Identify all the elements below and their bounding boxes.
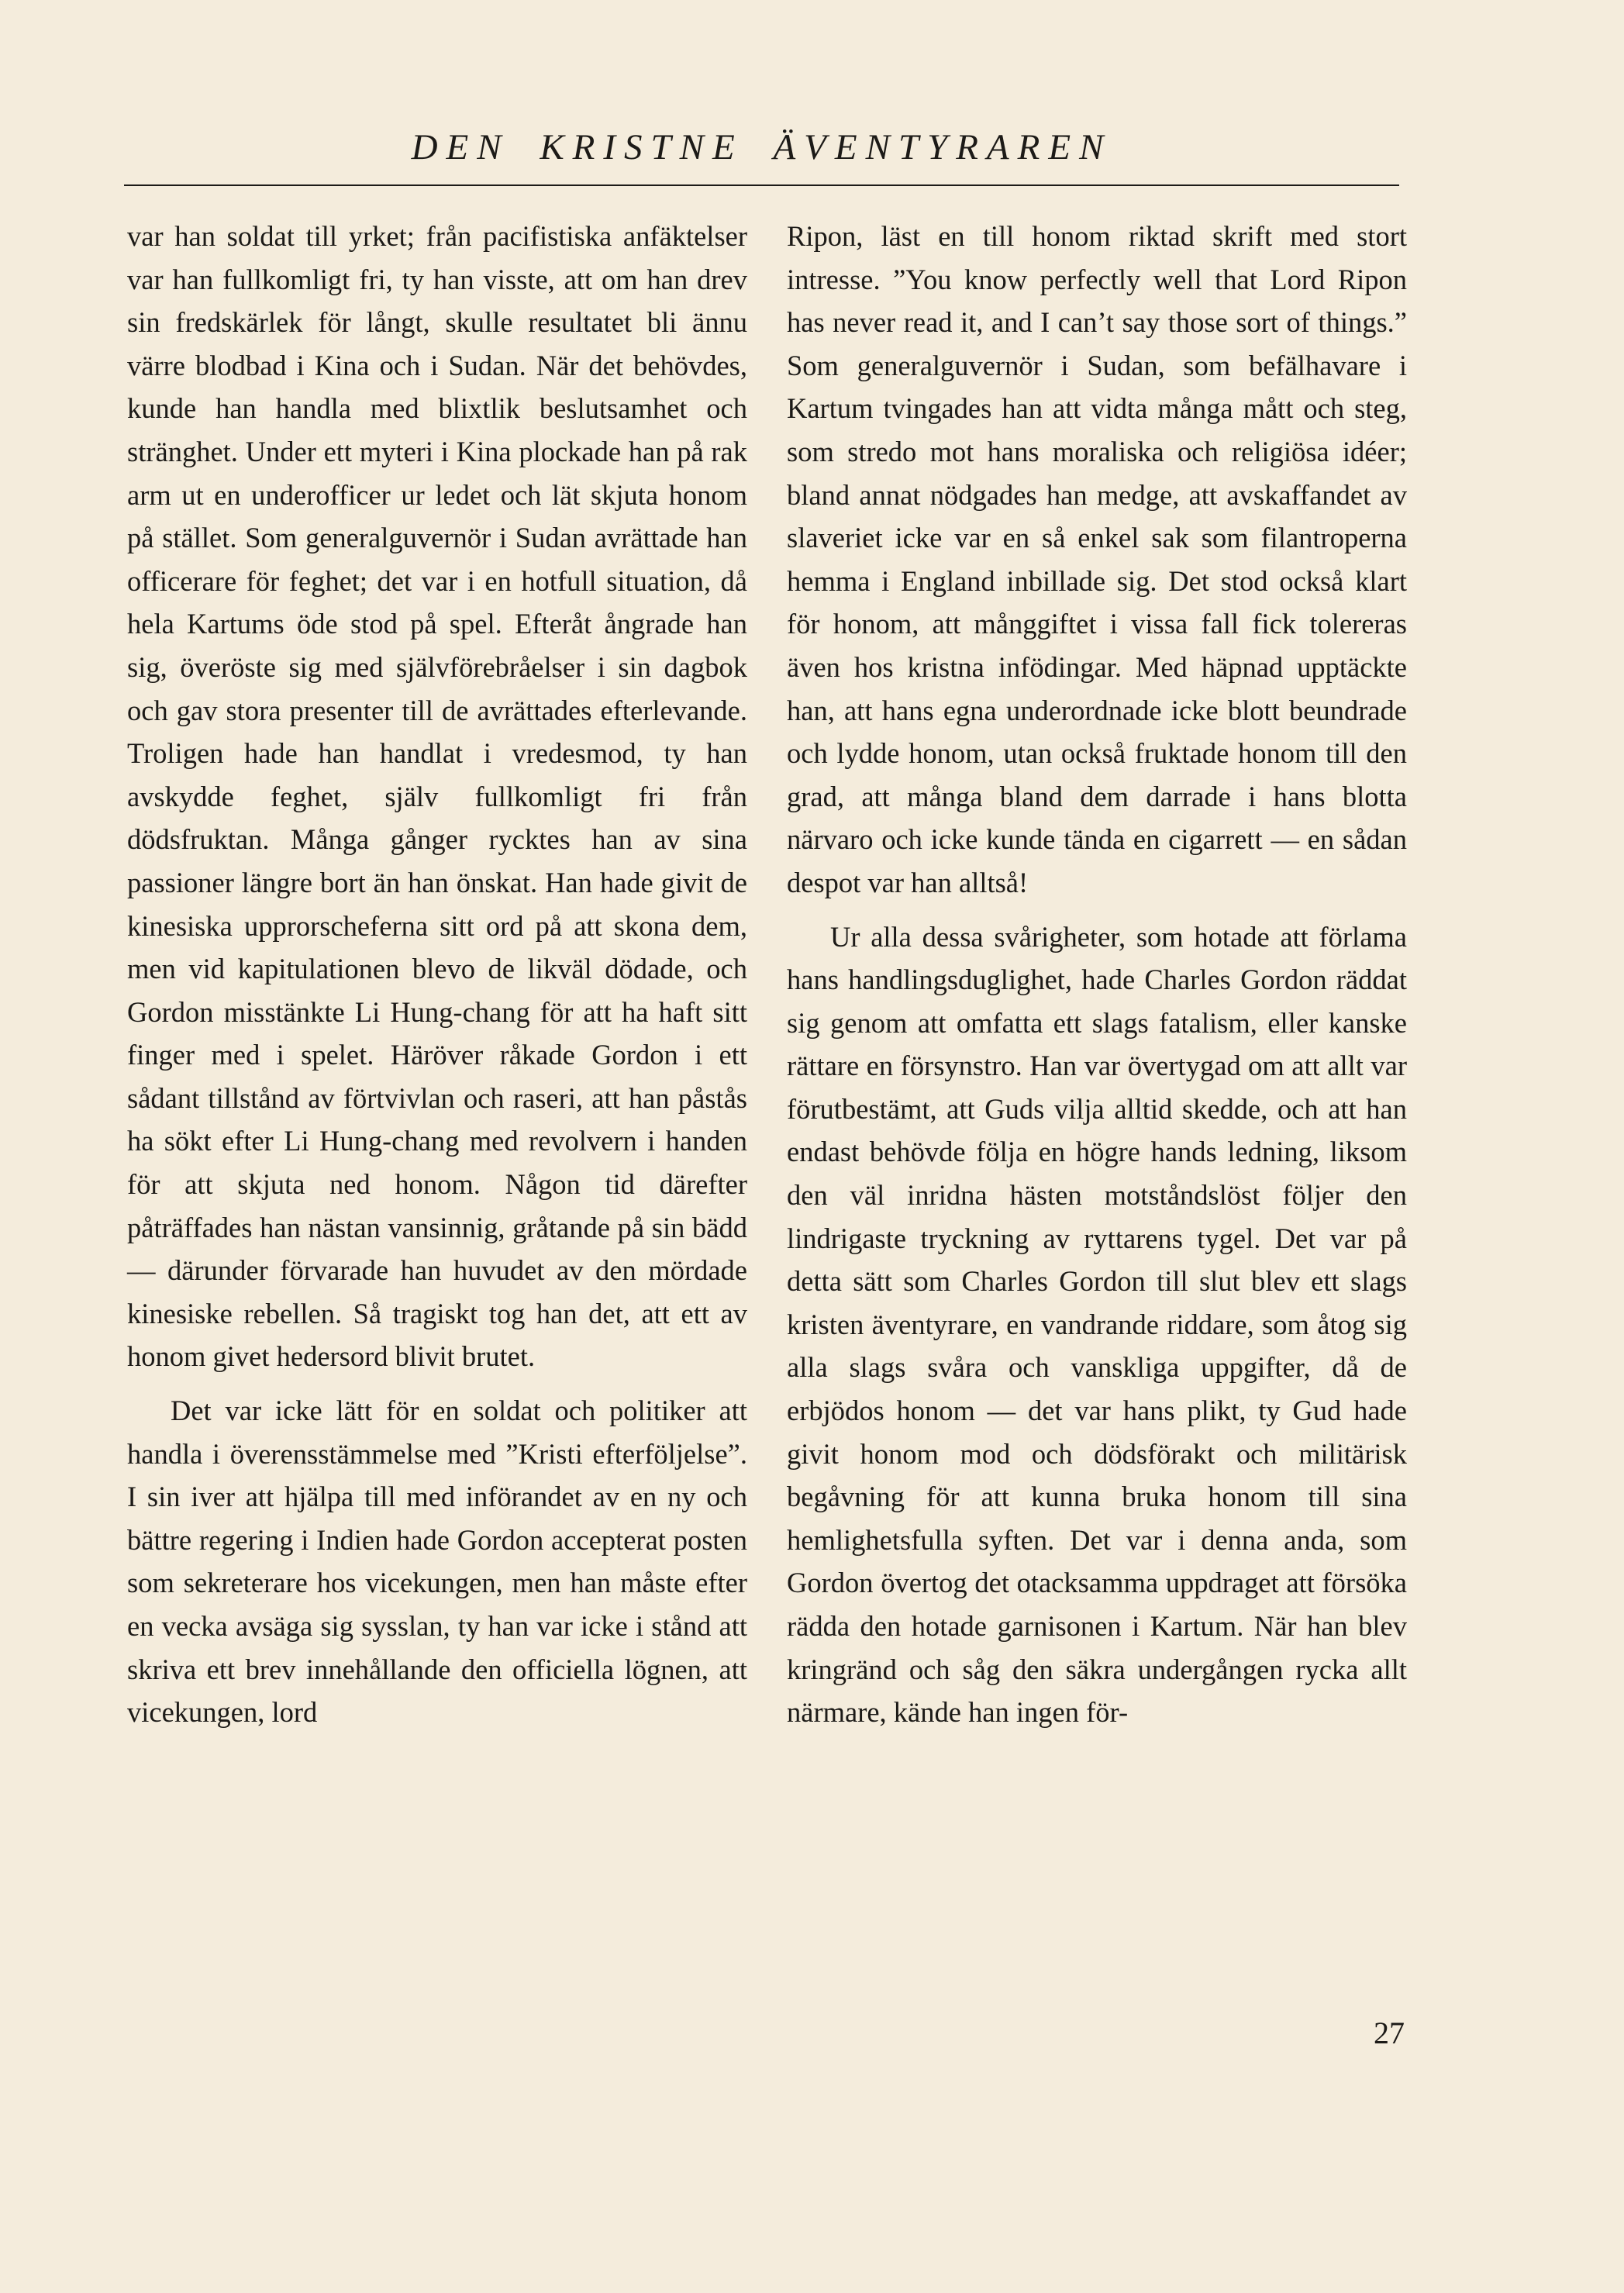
running-head-title: DEN KRISTNE ÄVENTYRAREN <box>411 127 1112 167</box>
paragraph-right-2: Ur alla dessa svårigheter, som hotade att förlama hans handlingsduglighet, hade Charles Gordon räddat sig genom att omfatta ett slags fatalism, eller kanske rättare en försynstro. Han var övertygad om att allt var förutbestämt, att Guds vilja alltid skedde, och att han endast behövde följa en högre hands ledning, liksom den väl inridna hästen motståndslöst följer den lindrigaste tryckning av ryttarens tygel. Det var på detta sätt som Charles Gordon till slut blev ett slags kristen äventyrare, en vandrande riddare, som åtog sig alla slags svåra och vanskliga uppgifter, då de erbjödos honom — det var hans plikt, ty Gud hade givit honom mod och dödsförakt och militärisk begåvning för att kunna bruka honom till sina hemlighetsfulla syften. Det var i denna anda, som Gordon övertog det otacksamma uppdraget att försöka rädda den hotade garnisonen i Kartum. När han blev kringränd och såg den säkra undergången rycka allt närmare, kände han ingen för- <box>787 920 1407 1729</box>
paragraph-left-1: var han soldat till yrket; från pacifistiska anfäktelser var han fullkomligt fri, ty han visste, att om han drev sin fredskärlek för långt, skulle resultatet bli ännu värre blodbad i Kina och i Sudan. När det behövdes, kunde han handla med blixtlik beslutsamhet och stränghet. Under ett myteri i Kina plockade han på rak arm ut en underofficer ur ledet och lät skjuta honom på stället. Som generalguvernör i Sudan avrättade han officerare för feghet; det var i en hotfull situation, då hela Kartums öde stod på spel. Efteråt ångrade han sig, överöste sig med självförebråelser i sin dagbok och gav stora presenter till de avrättades efterlevande. Troligen hade han handlat i vredesmod, ty han avskydde feghet, själv fullkomligt fri från dödsfruktan. Många gånger rycktes han av sina passioner längre bort än han önskat. Han hade givit de kinesiska upprorscheferna sitt ord på att skona dem, men vid kapitulationen blevo de likväl dödade, och Gordon misstänkte Li Hung-chang för att ha haft sitt finger med i spelet. Häröver råkade Gordon i ett sådant tillstånd av förtvivlan och raseri, att han påstås ha sökt efter Li Hung-chang med revolvern i handen för att skjuta ned honom. Någon tid därefter påträffades han nästan vansinnig, gråtande på sin bädd — därunder förvarade han huvudet av den mördade kinesiske rebellen. Så tragiskt tog han det, att ett av honom givet hedersord blivit brutet. <box>127 220 747 1373</box>
paragraph-right-1: Ripon, läst en till honom riktad skrift med stort intresse. ”You know perfectly well that Lord Ripon has never read it, and I can’t say those sort of things.” Som generalguvernör i Sudan, som befälhavare i Kartum tvingades han att vidta många mått och steg, som stredo mot hans moraliska och religiösa idéer; bland annat nödgades han medge, att avskaffandet av slaveriet icke var en så enkel sak som filantroperna hemma i England inbillade sig. Det stod också klart för honom, att månggiftet i vissa fall fick tolereras även hos kristna infödingar. Med häpnad upptäckte han, att hans egna underordnade icke blott beundrade och lydde honom, utan också fruktade honom till den grad, att många bland dem darrade i hans blotta närvaro och icke kunde tända en cigarrett — en sådan despot var han alltså! <box>787 220 1407 898</box>
paragraph-left-2: Det var icke lätt för en soldat och politiker att handla i överensstämmelse med ”Kristi efterföljelse”. I sin iver att hjälpa till med införandet av en ny och bättre regering i Indien hade Gordon accepterat posten som sekreterare hos vicekungen, men han måste efter en vecka avsäga sig sysslan, ty han var icke i stånd att skriva ett brev innehållande den officiella lögnen, att vicekungen, lord <box>127 1395 747 1729</box>
header-rule <box>124 184 1399 186</box>
left-text-column <box>127 215 747 1745</box>
right-text-column <box>787 215 1407 1745</box>
page-number: 27 <box>1374 2015 1405 2050</box>
